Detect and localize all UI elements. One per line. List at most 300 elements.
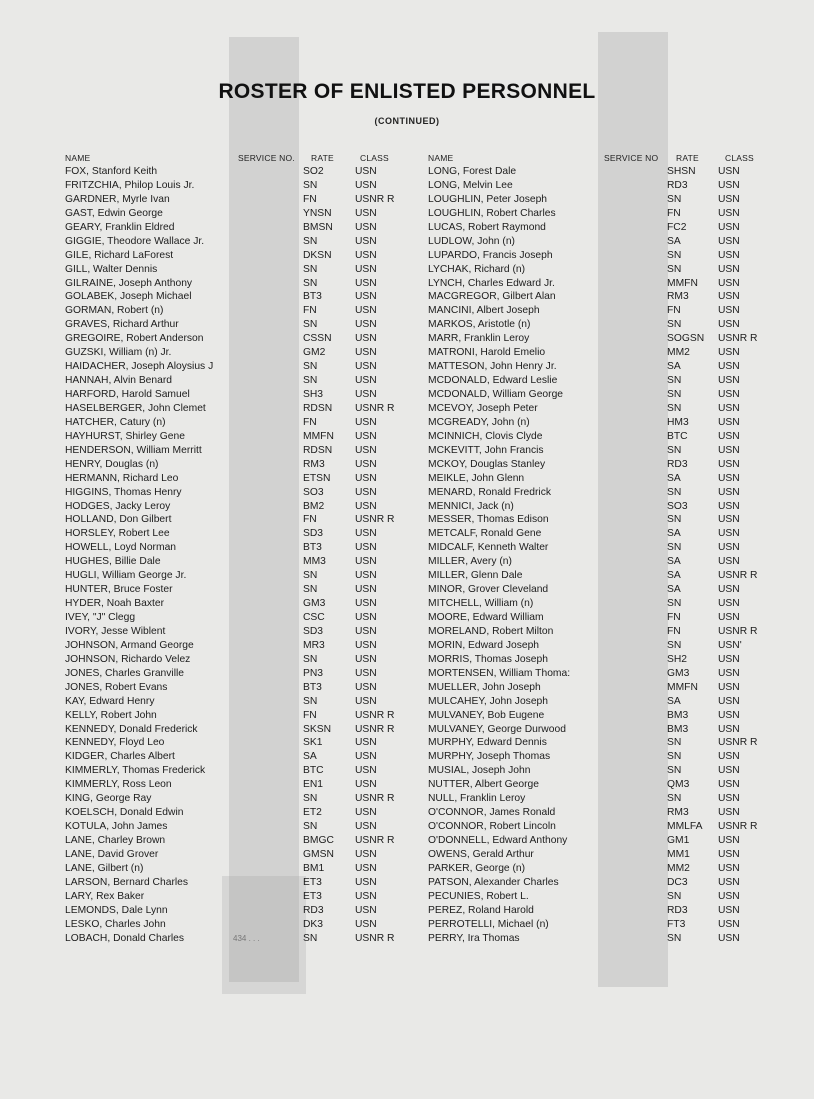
roster-row	[65, 249, 405, 263]
class: USN	[718, 918, 740, 930]
roster-row	[428, 374, 768, 388]
class: USN	[718, 402, 740, 414]
person-name: MATTESON, John Henry Jr.	[428, 361, 557, 373]
person-name: LONG, Forest Dale	[428, 166, 517, 177]
rate: ET3	[303, 876, 322, 888]
person-name: HASELBERGER, John Clemet	[65, 402, 206, 414]
class: USN	[718, 584, 740, 596]
roster-row	[65, 402, 405, 416]
class: USNR R	[718, 737, 758, 749]
roster-row	[428, 513, 768, 527]
rate: SN	[667, 402, 682, 414]
roster-row	[428, 736, 768, 750]
roster-row	[428, 750, 768, 764]
rate: SN	[667, 598, 682, 610]
class: USN	[355, 695, 377, 707]
class: USN	[718, 681, 740, 693]
rate: SN	[667, 193, 682, 205]
person-name: LUDLOW, John (n)	[428, 235, 515, 247]
header-name-right: NAME	[428, 153, 454, 163]
person-name: HAYHURST, Shirley Gene	[65, 430, 185, 442]
person-name: PECUNIES, Robert L.	[428, 890, 529, 902]
rate: FT3	[667, 918, 686, 930]
roster-row	[65, 165, 405, 179]
person-name: MCINNICH, Clovis Clyde	[428, 430, 543, 442]
person-name: MESSER, Thomas Edison	[428, 514, 549, 526]
class: USNR R	[718, 570, 758, 582]
roster-row	[428, 165, 768, 179]
roster-row	[65, 527, 405, 541]
roster-row	[428, 876, 768, 890]
class: USN	[355, 779, 377, 791]
class: USN	[718, 444, 740, 456]
person-name: MORIN, Edward Joseph	[428, 639, 540, 651]
person-name: MORELAND, Robert Milton	[428, 625, 554, 637]
rate: SO3	[303, 486, 324, 498]
roster-row	[65, 235, 405, 249]
person-name: LYNCH, Charles Edward Jr.	[428, 277, 555, 289]
person-name: MINOR, Grover Cleveland	[428, 584, 549, 596]
roster-row	[428, 778, 768, 792]
class: USN	[355, 639, 377, 651]
class: USN	[718, 876, 740, 888]
roster-row	[428, 249, 768, 263]
person-name: NULL, Franklin Leroy	[428, 793, 526, 805]
person-name: HERMANN, Richard Leo	[65, 472, 179, 484]
class: USN	[355, 416, 377, 428]
class: USN	[355, 681, 377, 693]
class: USN	[355, 848, 377, 860]
class: USN	[718, 207, 740, 219]
roster-row	[65, 318, 405, 332]
roster-row	[428, 388, 768, 402]
class: USN	[718, 848, 740, 860]
class: USN	[718, 556, 740, 568]
rate: BMGC	[303, 835, 334, 846]
class: USN	[718, 751, 740, 763]
rate: FN	[667, 625, 681, 637]
rate: BTC	[667, 430, 688, 442]
roster-row	[65, 193, 405, 207]
class: USN	[355, 667, 377, 679]
class: USN	[718, 249, 740, 261]
rate: GMSN	[303, 848, 334, 860]
class: USN	[355, 375, 377, 387]
roster-row	[428, 235, 768, 249]
rate: PN3	[303, 667, 324, 679]
roster-row	[65, 904, 405, 918]
person-name: MARKOS, Aristotle (n)	[428, 319, 531, 331]
header-rate-right: RATE	[676, 153, 699, 163]
rate: SN	[303, 277, 318, 289]
class: USN	[355, 179, 377, 191]
rate: BMSN	[303, 221, 333, 233]
roster-column-left	[65, 165, 405, 946]
class: USNR R	[355, 514, 395, 526]
class: USN	[355, 625, 377, 637]
rate: GM2	[303, 347, 326, 359]
roster-row	[428, 346, 768, 360]
roster-row	[428, 472, 768, 486]
roster-row	[65, 764, 405, 778]
person-name: HOWELL, Loyd Norman	[65, 542, 177, 554]
roster-row	[65, 681, 405, 695]
class: USN	[355, 458, 377, 470]
person-name: LOUGHLIN, Robert Charles	[428, 207, 556, 219]
person-name: HOLLAND, Don Gilbert	[65, 514, 172, 526]
person-name: MEIKLE, John Glenn	[428, 472, 525, 484]
rate: DK3	[303, 918, 324, 930]
rate: RDSN	[303, 402, 333, 414]
roster-row	[428, 597, 768, 611]
roster-row	[65, 458, 405, 472]
rate: MMFN	[303, 430, 334, 442]
rate: SN	[667, 444, 682, 456]
person-name: PATSON, Alexander Charles	[428, 876, 559, 888]
roster-row	[65, 639, 405, 653]
person-name: GEARY, Franklin Eldred	[65, 221, 175, 233]
rate: SA	[667, 570, 681, 582]
class: USN	[718, 263, 740, 275]
rate: FN	[667, 612, 681, 623]
rate: SN	[303, 793, 318, 805]
person-name: MUSIAL, Joseph John	[428, 765, 531, 777]
person-name: MILLER, Glenn Dale	[428, 570, 523, 582]
roster-row	[428, 430, 768, 444]
class: USN	[355, 305, 377, 317]
class: USN	[718, 193, 740, 205]
roster-row	[65, 388, 405, 402]
person-name: HARFORD, Harold Samuel	[65, 389, 190, 400]
rate: SN	[667, 751, 682, 763]
person-name: KIDGER, Charles Albert	[65, 751, 175, 763]
person-name: PEREZ, Roland Harold	[428, 904, 534, 916]
roster-row	[65, 486, 405, 500]
person-name: HYDER, Noah Baxter	[65, 598, 165, 610]
person-name: HENDERSON, William Merritt	[65, 444, 202, 456]
roster-row	[65, 778, 405, 792]
class: USN	[718, 416, 740, 428]
person-name: HAIDACHER, Joseph Aloysius J	[65, 361, 214, 373]
rate: RD3	[667, 458, 688, 470]
roster-row	[428, 667, 768, 681]
class: USN	[718, 430, 740, 442]
person-name: GIGGIE, Theodore Wallace Jr.	[65, 235, 205, 247]
class: USN	[355, 904, 377, 916]
class: USN	[355, 584, 377, 596]
roster-row	[65, 820, 405, 834]
person-name: HUNTER, Bruce Foster	[65, 584, 173, 596]
roster-row	[428, 848, 768, 862]
person-name: MCKOY, Douglas Stanley	[428, 458, 546, 470]
rate: BT3	[303, 542, 322, 554]
page-title: ROSTER OF ENLISTED PERSONNEL	[218, 80, 596, 103]
class: USNR R	[718, 821, 758, 833]
person-name: JONES, Robert Evans	[65, 681, 168, 693]
rate: BM3	[667, 723, 689, 735]
class: USN	[718, 221, 740, 233]
class: USN	[718, 528, 740, 540]
rate: MR3	[303, 639, 325, 651]
service-number: 434 . . .	[233, 933, 260, 943]
person-name: GILRAINE, Joseph Anthony	[65, 277, 193, 289]
roster-row	[65, 876, 405, 890]
roster-row	[65, 346, 405, 360]
roster-row	[428, 625, 768, 639]
person-name: LANE, David Grover	[65, 848, 159, 860]
rate: SA	[667, 361, 681, 373]
person-name: KOTULA, John James	[65, 821, 168, 833]
roster-row	[65, 374, 405, 388]
roster-row	[65, 848, 405, 862]
class: USNR R	[355, 709, 395, 721]
rate: SN	[303, 263, 318, 275]
class: USN	[718, 347, 740, 359]
roster-row	[428, 890, 768, 904]
person-name: MENNICI, Jack (n)	[428, 500, 514, 512]
rate: DKSN	[303, 249, 332, 261]
header-service-no-right: SERVICE NO	[604, 153, 659, 163]
roster-row	[65, 736, 405, 750]
person-name: HUGHES, Billie Dale	[65, 556, 161, 568]
roster-row	[65, 653, 405, 667]
rate: MMFN	[667, 681, 698, 693]
person-name: MCEVOY, Joseph Peter	[428, 402, 538, 414]
class: USN	[718, 486, 740, 498]
rate: SN	[303, 361, 318, 373]
person-name: KELLY, Robert John	[65, 709, 157, 721]
rate: RM3	[667, 807, 689, 819]
rate: FN	[667, 207, 681, 219]
rate: SN	[303, 695, 318, 707]
class: USN	[355, 598, 377, 610]
class: USN	[718, 235, 740, 247]
roster-row	[428, 290, 768, 304]
rate: SN	[667, 793, 682, 805]
rate: BT3	[303, 681, 322, 693]
rate: SN	[303, 570, 318, 582]
class: USN	[718, 291, 740, 303]
roster-row	[428, 918, 768, 932]
person-name: LUPARDO, Francis Joseph	[428, 249, 553, 261]
roster-row	[65, 667, 405, 681]
class: USN	[355, 556, 377, 568]
person-name: HORSLEY, Robert Lee	[65, 528, 170, 540]
rate: SN	[667, 737, 682, 749]
roster-row	[65, 541, 405, 555]
class: USN	[718, 793, 740, 805]
rate: RD3	[667, 904, 688, 916]
class: USN	[355, 890, 377, 902]
rate: SN	[667, 765, 682, 777]
roster-row	[428, 332, 768, 346]
page-subtitle: (CONTINUED)	[374, 116, 440, 126]
rate: SN	[303, 179, 318, 191]
class: USN	[718, 166, 740, 177]
person-name: JOHNSON, Richardo Velez	[65, 653, 191, 665]
rate: SA	[667, 528, 681, 540]
rate: SA	[667, 584, 681, 596]
rate: ET2	[303, 807, 322, 819]
rate: RM3	[667, 291, 689, 303]
class: USN	[355, 765, 377, 777]
roster-row	[65, 430, 405, 444]
person-name: MUELLER, John Joseph	[428, 681, 541, 693]
class: USN	[718, 695, 740, 707]
class: USNR R	[355, 723, 395, 735]
class: USN	[718, 389, 740, 400]
class: USN	[718, 500, 740, 512]
person-name: MURPHY, Edward Dennis	[428, 737, 547, 749]
person-name: HATCHER, Catury (n)	[65, 416, 166, 428]
rate: FN	[667, 305, 681, 317]
rate: SN	[303, 319, 318, 331]
rate: SD3	[303, 625, 324, 637]
rate: SN	[303, 653, 318, 665]
rate: BM3	[667, 709, 689, 721]
roster-row	[65, 611, 405, 625]
person-name: JOHNSON, Armand George	[65, 639, 194, 651]
roster-row	[428, 555, 768, 569]
roster-row	[65, 221, 405, 235]
person-name: O'CONNOR, Robert Lincoln	[428, 821, 556, 833]
roster-row	[428, 764, 768, 778]
person-name: KENNEDY, Floyd Leo	[65, 737, 165, 749]
class: USN	[718, 472, 740, 484]
rate: MMLFA	[667, 821, 703, 833]
person-name: MCKEVITT, John Francis	[428, 444, 544, 456]
roster-row	[428, 500, 768, 514]
class: USN	[355, 876, 377, 888]
person-name: LOBACH, Donald Charles	[65, 932, 185, 944]
person-name: GORMAN, Robert (n)	[65, 305, 164, 317]
rate: FN	[303, 416, 317, 428]
rate: ET3	[303, 890, 322, 902]
person-name: MOORE, Edward William	[428, 612, 544, 623]
class: USN	[355, 291, 377, 303]
person-name: FRITZCHIA, Philop Louis Jr.	[65, 179, 195, 191]
rate: SN	[667, 932, 682, 944]
class: USN	[718, 779, 740, 791]
roster-row	[65, 416, 405, 430]
class: USN	[718, 709, 740, 721]
person-name: GILE, Richard LaForest	[65, 249, 174, 261]
roster-row	[65, 862, 405, 876]
person-name: MILLER, Avery (n)	[428, 556, 512, 568]
class: USN	[718, 862, 740, 874]
roster-row	[428, 611, 768, 625]
roster-row	[65, 444, 405, 458]
roster-row	[428, 541, 768, 555]
roster-row	[65, 834, 405, 848]
rate: DC3	[667, 876, 688, 888]
person-name: HANNAH, Alvin Benard	[65, 375, 173, 387]
person-name: GOLABEK, Joseph Michael	[65, 291, 192, 303]
person-name: MCDONALD, William George	[428, 389, 564, 400]
person-name: FOX, Stanford Keith	[65, 166, 158, 177]
roster-row	[428, 458, 768, 472]
roster-row	[428, 862, 768, 876]
class: USN	[355, 500, 377, 512]
rate: CSSN	[303, 333, 332, 345]
roster-row	[428, 360, 768, 374]
rate: SKSN	[303, 723, 332, 735]
roster-row	[428, 792, 768, 806]
person-name: GILL, Walter Dennis	[65, 263, 158, 275]
person-name: KIMMERLY, Thomas Frederick	[65, 765, 206, 777]
rate: MM1	[667, 848, 690, 860]
roster-row	[428, 304, 768, 318]
roster-row	[65, 472, 405, 486]
class: USN	[718, 765, 740, 777]
class: USN	[355, 570, 377, 582]
roster-row	[428, 416, 768, 430]
roster-row	[428, 193, 768, 207]
person-name: MITCHELL, William (n)	[428, 598, 534, 610]
class: USN	[355, 737, 377, 749]
roster-row	[428, 695, 768, 709]
rate: SN	[667, 542, 682, 554]
person-name: KAY, Edward Henry	[65, 695, 155, 707]
person-name: MARR, Franklin Leroy	[428, 333, 530, 345]
class: USN	[355, 207, 377, 219]
rate: SN	[303, 584, 318, 596]
person-name: GUZSKI, William (n) Jr.	[65, 347, 172, 359]
roster-column-right	[428, 165, 768, 946]
roster-row	[65, 277, 405, 291]
class: USN	[355, 653, 377, 665]
roster-row	[65, 709, 405, 723]
person-name: MIDCALF, Kenneth Walter	[428, 542, 549, 554]
rate: BTC	[303, 765, 324, 777]
class: USN	[355, 807, 377, 819]
person-name: MCGREADY, John (n)	[428, 416, 530, 428]
rate: SN	[667, 375, 682, 387]
person-name: O'DONNELL, Edward Anthony	[428, 835, 568, 846]
person-name: LEMONDS, Dale Lynn	[65, 904, 168, 916]
class: USN	[718, 932, 740, 944]
class: USN'	[718, 639, 742, 651]
rate: HM3	[667, 416, 689, 428]
person-name: MULCAHEY, John Joseph	[428, 695, 549, 707]
rate: SN	[667, 890, 682, 902]
rate: FN	[303, 709, 317, 721]
person-name: MORTENSEN, William Thoma:	[428, 667, 571, 679]
class: USN	[718, 179, 740, 191]
person-name: HODGES, Jacky Leroy	[65, 500, 171, 512]
person-name: O'CONNOR, James Ronald	[428, 807, 556, 819]
rate: SO2	[303, 166, 324, 177]
class: USNR R	[355, 193, 395, 205]
person-name: IVORY, Jesse Wiblent	[65, 625, 166, 637]
person-name: KOELSCH, Donald Edwin	[65, 807, 184, 819]
header-class: CLASS	[360, 153, 389, 163]
rate: GM1	[667, 835, 690, 846]
roster-row	[428, 277, 768, 291]
rate: FN	[303, 193, 317, 205]
class: USN	[355, 444, 377, 456]
roster-row	[65, 513, 405, 527]
class: USN	[718, 542, 740, 554]
class: USN	[355, 821, 377, 833]
roster-row	[65, 806, 405, 820]
class: USN	[355, 361, 377, 373]
person-name: MURPHY, Joseph Thomas	[428, 751, 551, 763]
rate: QM3	[667, 779, 690, 791]
class: USN	[718, 723, 740, 735]
person-name: MULVANEY, George Durwood	[428, 723, 566, 735]
roster-row	[65, 555, 405, 569]
